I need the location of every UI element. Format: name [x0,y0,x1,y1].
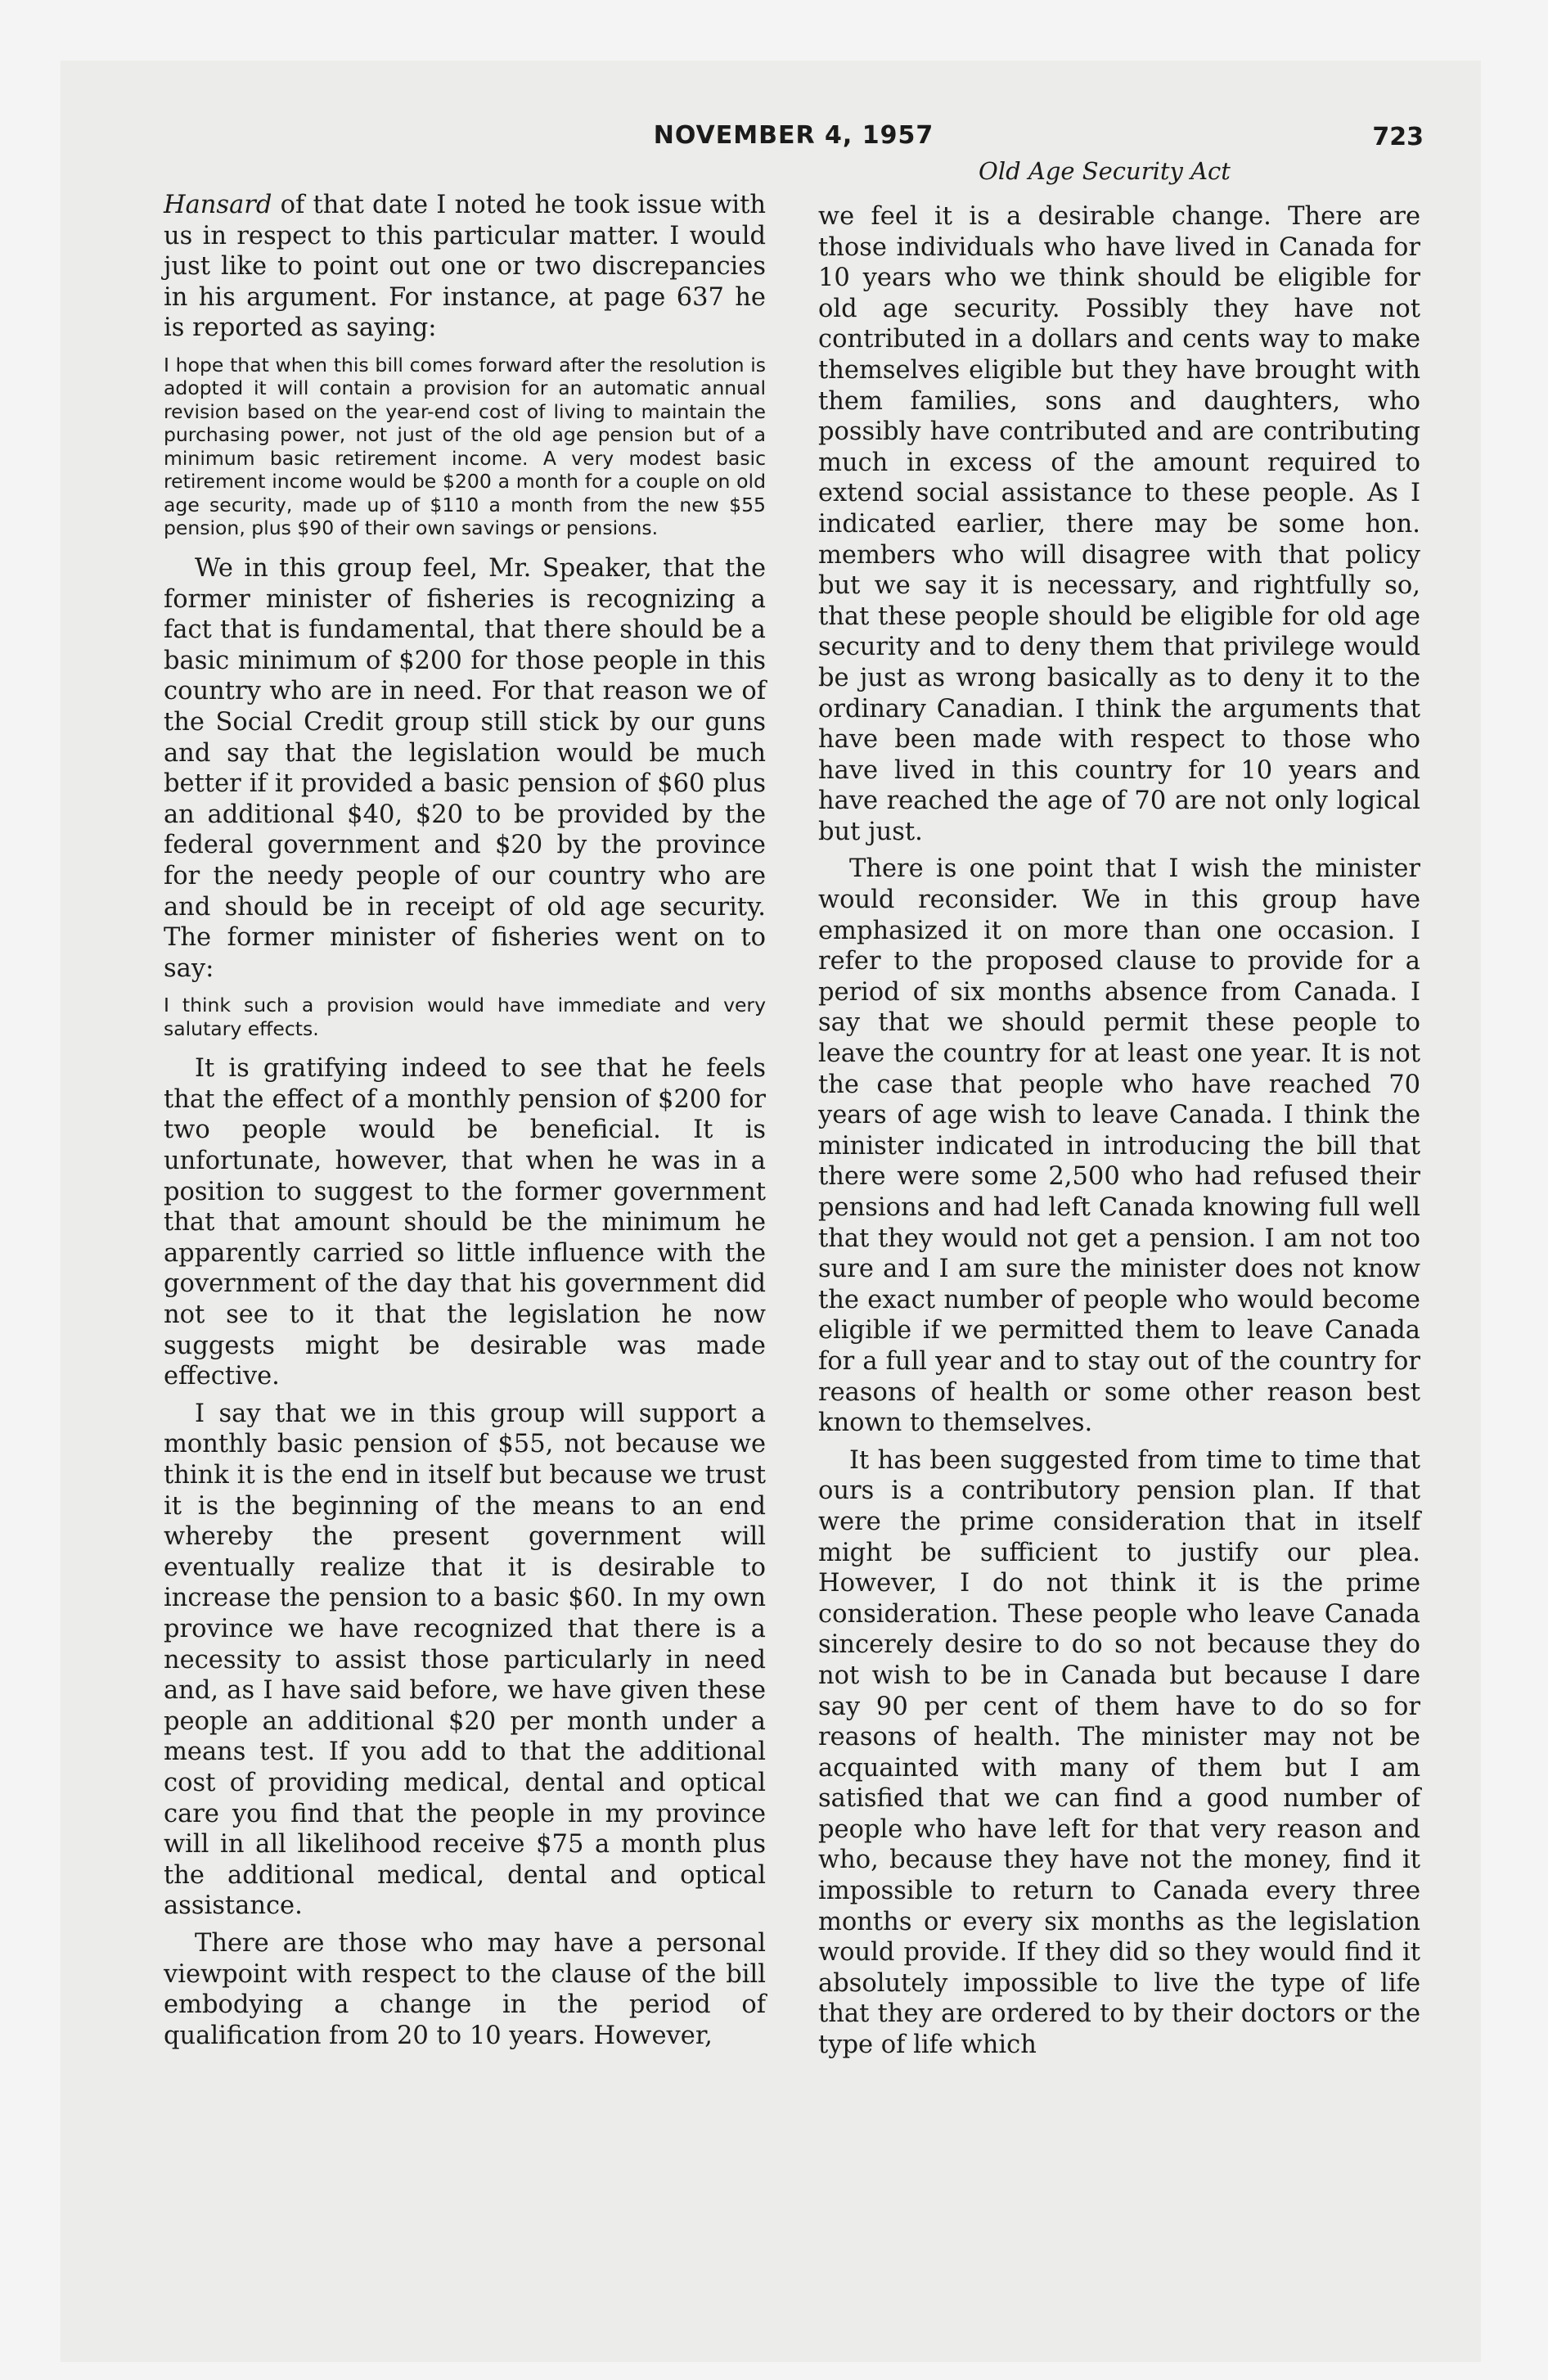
hansard-italic: Hansard [164,191,272,219]
paragraph: We in this group feel, Mr. Speaker, that the former minister of fisheries is recognizing a fact that is fundamental, that there should be a basic minimum of $200 for those people in this country who are in need. For that reason we of the Social Credit group still stick by our guns and say that the legislation would be much better if it provided a basic pension of $60 plus an additional $40, $20 to be provided by the federal government and $20 by the province for the needy people of our country who are and should be in receipt of old age security. The former minister of fisheries went on to say: [164,553,766,983]
right-column [818,201,1420,2067]
block-quote: I hope that when this bill comes forward after the resolution is adopted it will contain a provision for an automatic annual revision based on the year-end cost of living to maintain the purchasing power, not just of the old age pension but of a minimum basic retirement income. A very modest basic retirement income would be $200 a month for a couple on old age security, made up of $110 a month from the new $55 pension, plus $90 of their own savings or pensions. [164,353,766,540]
hansard-page [164,121,1424,2216]
paragraph: There is one point that I wish the minister would reconsider. We in this group have emphasized it on more than one occasion. I refer to the proposed clause to provide for a period of six months absence from Canada. I say that we should permit these people to leave the country for at least one year. It is not the case that people who have reached 70 years of age wish to leave Canada. I think the minister indicated in introducing the bill that there were some 2,500 who had refused their pensions and had left Canada knowing full well that they would not get a pension. I am not too sure and I am sure the minister does not know the exact number of people who would become eligible if we permitted them to leave Canada for a full year and to stay out of the country for reasons of health or some other reason best known to themselves. [818,854,1420,1438]
paragraph-text: of that date I noted he took issue with us in respect to this particular matter. I would just like to point out one or two discrepancies in his argument. For instance, at page 637 he is reported as saying: [164,191,766,343]
header-date: NOVEMBER 4, 1957 [653,121,934,150]
page-number: 723 [1372,123,1424,151]
running-head [164,121,1424,185]
left-column [164,190,766,2058]
paragraph: It has been suggested from time to time that ours is a contributory pension plan. If that were the prime consideration that in itself might be sufficient to justify our plea. However, I do not think it is the prime consideration. These people who leave Canada sincerely desire to do so not because they do not wish to be in Canada but because I dare say 90 per cent of them have to do so for reasons of health. The minister may not be acquainted with many of them but I am satisfied that we can find a good number of people who have left for that very reason and who, because they have not the money, find it impossible to return to Canada every three months or every six months as the legislation would provide. If they did so they would find it absolutely impossible to live the type of life that they are ordered to by their doctors or the type of life which [818,1445,1420,2060]
header-subject: Old Age Security Act [979,157,1231,185]
paragraph: It is gratifying indeed to see that he feels that the effect of a monthly pension of $200 for two people would be beneficial. It is unfortunate, however, that when he was in a position to suggest to the former government that that amount should be the minimum he apparently carried so little influence with the government of the day that his government did not see to it that the legislation he now suggests might be desirable was made effective. [164,1054,766,1391]
paragraph: we feel it is a desirable change. There are those individuals who have lived in Canada for 10 years who we think should be eligible for old age security. Possibly they have not contributed in a dollars and cents way to make themselves eligible but they have brought with them families, sons and daughters, who possibly have contributed and are contributing much in excess of the amount required to extend social assistance to these people. As I indicated earlier, there may be some hon. members who will disagree with that policy but we say it is necessary, and rightfully so, that these people should be eligible for old age security and to deny them that privilege would be just as wrong basically as to deny it to the ordinary Canadian. I think the arguments that have been made with respect to those who have lived in this country for 10 years and have reached the age of 70 are not only logical but just. [818,202,1420,846]
block-quote: I think such a provision would have immediate and very salutary effects. [164,994,766,1040]
paragraph: I say that we in this group will support a monthly basic pension of $55, not because we think it is the end in itself but because we trust it is the beginning of the means to an end whereby the present government will eventually realize that it is desirable to increase the pension to a basic $60. In my own province we have recognized that there is a necessity to assist those particularly in need and, as I have said before, we have given these people an additional $20 per month under a means test. If you add to that the additional cost of providing medical, dental and optical care you find that the people in my province will in all likelihood receive $75 a month plus the additional medical, dental and optical assistance. [164,1399,766,1921]
paragraph [164,190,766,344]
paragraph: There are those who may have a personal viewpoint with respect to the clause of the bill embodying a change in the period of qualification from 20 to 10 years. However, [164,1928,766,2050]
